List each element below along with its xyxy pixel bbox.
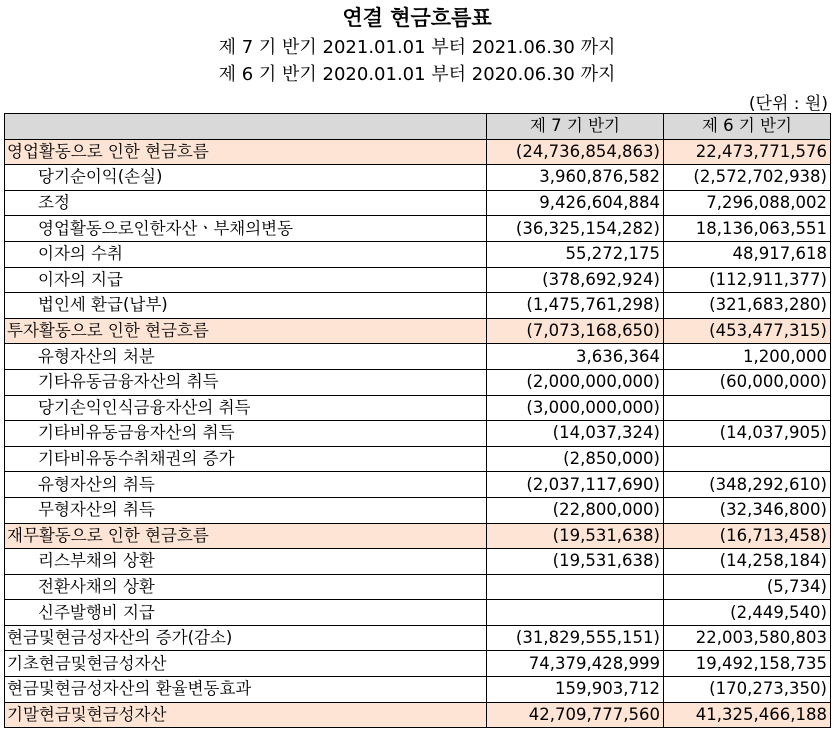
table-row — [5, 446, 831, 472]
row-current-value: (2,037,117,690) — [487, 472, 664, 498]
table-row — [5, 344, 831, 370]
table-row — [5, 549, 831, 575]
row-current-value: 9,426,604,884 — [487, 190, 664, 216]
row-prior-value: 22,003,580,803 — [664, 625, 831, 651]
row-label: 유형자산의 처분 — [5, 344, 487, 370]
column-header-label — [5, 114, 487, 140]
row-current-value: (3,000,000,000) — [487, 395, 664, 421]
row-current-value: 159,903,712 — [487, 677, 664, 703]
row-label: 조정 — [5, 190, 487, 216]
row-label: 유형자산의 취득 — [5, 472, 487, 498]
table-row — [5, 293, 831, 319]
row-prior-value: (14,258,184) — [664, 549, 831, 575]
table-row — [5, 574, 831, 600]
row-prior-value: 18,136,063,551 — [664, 216, 831, 242]
row-current-value: 74,379,428,999 — [487, 651, 664, 677]
row-prior-value: 1,200,000 — [664, 344, 831, 370]
period-current: 제 7 기 반기 2021.01.01 부터 2021.06.30 까지 — [218, 37, 616, 58]
row-current-value: 42,709,777,560 — [487, 702, 664, 728]
table-header-row — [5, 114, 831, 140]
period-prior: 제 6 기 반기 2020.01.01 부터 2020.06.30 까지 — [218, 64, 616, 85]
row-prior-value: (348,292,610) — [664, 472, 831, 498]
table-row — [5, 165, 831, 191]
table-row — [5, 216, 831, 242]
row-prior-value: (16,713,458) — [664, 523, 831, 549]
row-label: 신주발행비 지급 — [5, 600, 487, 626]
row-label: 기말현금및현금성자산 — [5, 702, 487, 728]
row-current-value: (14,037,324) — [487, 421, 664, 447]
row-prior-value: (2,449,540) — [664, 600, 831, 626]
row-label: 현금및현금성자산의 환율변동효과 — [5, 677, 487, 703]
row-label: 기초현금및현금성자산 — [5, 651, 487, 677]
row-current-value: 3,636,364 — [487, 344, 664, 370]
row-prior-value: 41,325,466,188 — [664, 702, 831, 728]
row-current-value: (2,000,000,000) — [487, 369, 664, 395]
row-prior-value: 7,296,088,002 — [664, 190, 831, 216]
table-row — [5, 702, 831, 728]
row-current-value: (378,692,924) — [487, 267, 664, 293]
table-row — [5, 395, 831, 421]
row-label: 전환사채의 상환 — [5, 574, 487, 600]
row-current-value: (36,325,154,282) — [487, 216, 664, 242]
table-row — [5, 497, 831, 523]
table-row — [5, 190, 831, 216]
row-label: 영업활동으로 인한 현금흐름 — [5, 139, 487, 165]
row-label: 재무활동으로 인한 현금흐름 — [5, 523, 487, 549]
row-label: 이자의 지급 — [5, 267, 487, 293]
table-row — [5, 625, 831, 651]
table-row — [5, 267, 831, 293]
row-prior-value: (170,273,350) — [664, 677, 831, 703]
row-current-value: (2,850,000) — [487, 446, 664, 472]
row-label: 법인세 환급(납부) — [5, 293, 487, 319]
row-label: 영업활동으로인한자산ㆍ부채의변동 — [5, 216, 487, 242]
row-label: 현금및현금성자산의 증가(감소) — [5, 625, 487, 651]
row-prior-value: 22,473,771,576 — [664, 139, 831, 165]
column-header-prior: 제 6 기 반기 — [664, 114, 831, 140]
row-label: 투자활동으로 인한 현금흐름 — [5, 318, 487, 344]
row-prior-value: (60,000,000) — [664, 369, 831, 395]
row-prior-value: 19,492,158,735 — [664, 651, 831, 677]
row-prior-value: (321,683,280) — [664, 293, 831, 319]
row-prior-value: (2,572,702,938) — [664, 165, 831, 191]
table-row — [5, 651, 831, 677]
row-current-value: (19,531,638) — [487, 549, 664, 575]
row-current-value: (7,073,168,650) — [487, 318, 664, 344]
row-label: 이자의 수취 — [5, 241, 487, 267]
row-prior-value: (5,734) — [664, 574, 831, 600]
unit-label: (단위 : 원) — [748, 94, 828, 114]
row-prior-value: (453,477,315) — [664, 318, 831, 344]
table-row — [5, 472, 831, 498]
row-label: 무형자산의 취득 — [5, 497, 487, 523]
table-row — [5, 421, 831, 447]
row-current-value — [487, 600, 664, 626]
row-current-value: 3,960,876,582 — [487, 165, 664, 191]
column-header-current: 제 7 기 반기 — [487, 114, 664, 140]
row-prior-value: (112,911,377) — [664, 267, 831, 293]
row-label: 당기순이익(손실) — [5, 165, 487, 191]
row-current-value: 55,272,175 — [487, 241, 664, 267]
table-row — [5, 523, 831, 549]
row-current-value: (22,800,000) — [487, 497, 664, 523]
row-current-value — [487, 574, 664, 600]
row-label: 기타유동금융자산의 취득 — [5, 369, 487, 395]
row-label: 기타비유동수취채권의 증가 — [5, 446, 487, 472]
row-current-value: (31,829,555,151) — [487, 625, 664, 651]
cash-flow-table — [4, 113, 831, 728]
row-current-value: (19,531,638) — [487, 523, 664, 549]
row-label: 당기손익인식금융자산의 취득 — [5, 395, 487, 421]
row-prior-value: (32,346,800) — [664, 497, 831, 523]
row-prior-value — [664, 395, 831, 421]
statement-title: 연결 현금흐름표 — [342, 5, 492, 30]
table-row — [5, 600, 831, 626]
row-label: 기타비유동금융자산의 취득 — [5, 421, 487, 447]
row-prior-value: (14,037,905) — [664, 421, 831, 447]
row-label: 리스부채의 상환 — [5, 549, 487, 575]
table-row — [5, 241, 831, 267]
table-row — [5, 139, 831, 165]
row-prior-value: 48,917,618 — [664, 241, 831, 267]
row-current-value: (24,736,854,863) — [487, 139, 664, 165]
row-current-value: (1,475,761,298) — [487, 293, 664, 319]
table-row — [5, 318, 831, 344]
table-row — [5, 677, 831, 703]
table-row — [5, 369, 831, 395]
row-prior-value — [664, 446, 831, 472]
